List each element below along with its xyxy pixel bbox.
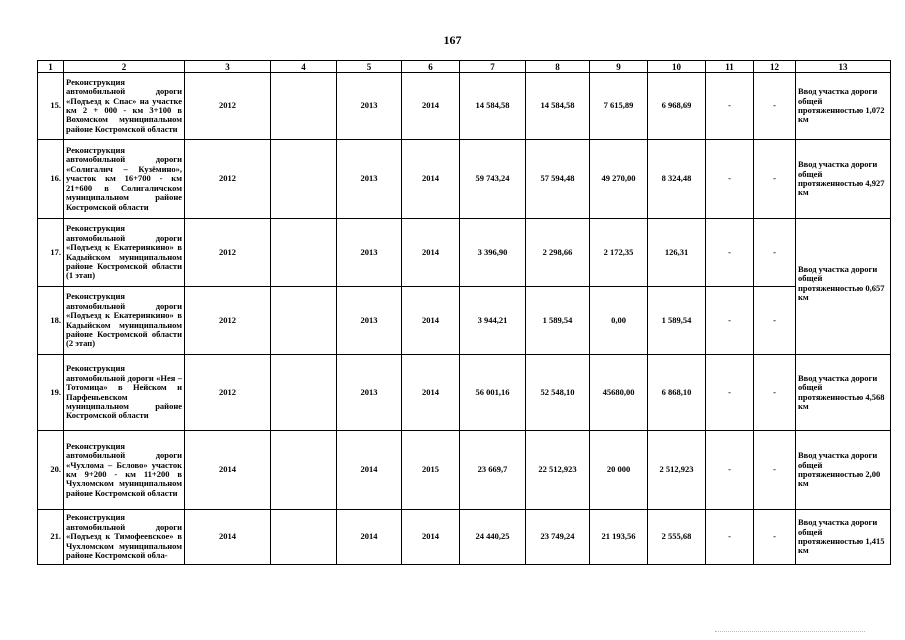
cell-col9: 0,00 (590, 287, 648, 355)
cell-col4 (271, 431, 337, 510)
column-header: 7 (460, 61, 526, 73)
table-row (38, 287, 891, 355)
cell-col8: 52 548,10 (526, 355, 590, 431)
cell-col4 (271, 510, 337, 565)
cell-col7: 3 944,21 (460, 287, 526, 355)
cell-col11: - (706, 287, 754, 355)
column-header: 12 (754, 61, 796, 73)
row-number: 19. (38, 355, 64, 431)
cell-col11: - (706, 73, 754, 140)
cell-col10: 2 512,923 (648, 431, 706, 510)
table-row (38, 140, 891, 219)
cell-col7: 24 440,25 (460, 510, 526, 565)
cell-start-year: 2012 (185, 287, 271, 355)
cell-col6: 2014 (402, 355, 460, 431)
column-header: 8 (526, 61, 590, 73)
data-table (37, 60, 891, 565)
cell-col5: 2013 (337, 355, 402, 431)
cell-col4 (271, 140, 337, 219)
column-header: 11 (706, 61, 754, 73)
cell-col6: 2014 (402, 287, 460, 355)
project-name: Реконструкция автомобильной дороги «Подъезд к Спас» на участке км 2 + 000 - км 3+100 в Вохомском муниципальном районе Костромской области (64, 73, 185, 140)
row-number: 20. (38, 431, 64, 510)
cell-col12: - (754, 431, 796, 510)
cell-col9: 20 000 (590, 431, 648, 510)
cell-start-year: 2014 (185, 431, 271, 510)
note-cell: Ввод участка дороги общей протяженностью 1,415 км (796, 510, 891, 565)
cell-col8: 22 512,923 (526, 431, 590, 510)
row-number: 21. (38, 510, 64, 565)
project-name: Реконструкция автомобильной дороги «Подъезд к Екатеринкино» в Кадыйском муниципальном районе Костромской области (2 этап) (64, 287, 185, 355)
cell-col8: 1 589,54 (526, 287, 590, 355)
cell-col7: 23 669,7 (460, 431, 526, 510)
cell-col12: - (754, 219, 796, 287)
cell-col7: 3 396,90 (460, 219, 526, 287)
cell-col12: - (754, 140, 796, 219)
column-header: 5 (337, 61, 402, 73)
note-spacer (798, 219, 888, 265)
cell-col5: 2014 (337, 431, 402, 510)
page-number: 167 (443, 33, 462, 47)
cell-start-year: 2012 (185, 219, 271, 287)
cell-start-year: 2014 (185, 510, 271, 565)
cell-col11: - (706, 355, 754, 431)
row-number: 18. (38, 287, 64, 355)
note-cell: Ввод участка дороги общей протяженностью 4,568 км (796, 355, 891, 431)
row-number: 16. (38, 140, 64, 219)
cell-col6: 2014 (402, 73, 460, 140)
cell-col10: 8 324,48 (648, 140, 706, 219)
cell-col11: - (706, 140, 754, 219)
cell-col8: 2 298,66 (526, 219, 590, 287)
cell-col4 (271, 73, 337, 140)
table-row (38, 355, 891, 431)
project-name: Реконструкция автомобильной дороги «Нея – Тотомица» в Нейском и Парфеньевском муниципальном районе Костромской области (64, 355, 185, 431)
column-header: 4 (271, 61, 337, 73)
cell-col10: 6 868,10 (648, 355, 706, 431)
cell-col6: 2014 (402, 510, 460, 565)
cell-col8: 57 594,48 (526, 140, 590, 219)
cell-col4 (271, 287, 337, 355)
project-name: Реконструкция автомобильной дороги «Солигалич – Кузёмино», участок км 16+700 - км 21+600 в Солигаличском муниципальном районе Костромской области (64, 140, 185, 219)
project-name: Реконструкция автомобильной дороги «Чухлома – Бслово» участок км 9+200 - км 11+200 в Чухломском муниципальном районе Костромской области (64, 431, 185, 510)
cell-col6: 2014 (402, 140, 460, 219)
cell-col10: 2 555,68 (648, 510, 706, 565)
cell-col11: - (706, 510, 754, 565)
table-row (38, 219, 891, 287)
note-cell: Ввод участка дороги общей протяженностью 1,072 км (796, 73, 891, 140)
column-header: 10 (648, 61, 706, 73)
note-cell (796, 219, 891, 355)
column-header: 2 (64, 61, 185, 73)
row-number: 15. (38, 73, 64, 140)
cell-col9: 45680,00 (590, 355, 648, 431)
project-name: Реконструкция автомобильной дороги «Подъезд к Екатеринкино» в Кадыйском муниципальном районе Костромской области (1 этап) (64, 219, 185, 287)
column-header: 6 (402, 61, 460, 73)
cell-col8: 23 749,24 (526, 510, 590, 565)
project-name: Реконструкция автомобильной дороги «Подъезд к Тимофеевское» в Чухломском муниципальном районе Костромской обла- (64, 510, 185, 565)
cell-col12: - (754, 73, 796, 140)
cell-col12: - (754, 287, 796, 355)
cell-col7: 59 743,24 (460, 140, 526, 219)
column-header: 1 (38, 61, 64, 73)
cell-col4 (271, 355, 337, 431)
row-number: 17. (38, 219, 64, 287)
cell-col12: - (754, 355, 796, 431)
cell-col7: 56 001,16 (460, 355, 526, 431)
cell-start-year: 2012 (185, 140, 271, 219)
note-cell: Ввод участка дороги общей протяженностью 4,927 км (796, 140, 891, 219)
cell-col9: 2 172,35 (590, 219, 648, 287)
cell-col7: 14 584,58 (460, 73, 526, 140)
cell-col11: - (706, 431, 754, 510)
cell-col8: 14 584,58 (526, 73, 590, 140)
table-row (38, 510, 891, 565)
cell-col11: - (706, 219, 754, 287)
table-row (38, 431, 891, 510)
column-header: 9 (590, 61, 648, 73)
cell-col10: 1 589,54 (648, 287, 706, 355)
cell-col12: - (754, 510, 796, 565)
cell-col6: 2015 (402, 431, 460, 510)
cell-col5: 2013 (337, 140, 402, 219)
cell-col4 (271, 219, 337, 287)
cell-col5: 2013 (337, 219, 402, 287)
cell-col5: 2014 (337, 510, 402, 565)
header-row (38, 61, 891, 73)
column-header: 3 (185, 61, 271, 73)
cell-start-year: 2012 (185, 355, 271, 431)
cell-col10: 6 968,69 (648, 73, 706, 140)
cell-col9: 49 270,00 (590, 140, 648, 219)
cell-col9: 21 193,56 (590, 510, 648, 565)
column-header: 13 (796, 61, 891, 73)
scan-artifact (715, 631, 865, 635)
cell-col10: 126,31 (648, 219, 706, 287)
cell-col9: 7 615,89 (590, 73, 648, 140)
cell-col5: 2013 (337, 287, 402, 355)
note-text: Ввод участка дороги общей протяженностью 0,657 км (798, 264, 885, 303)
cell-col5: 2013 (337, 73, 402, 140)
note-cell: Ввод участка дороги общей протяженностью 2,00 км (796, 431, 891, 510)
table-row (38, 73, 891, 140)
cell-start-year: 2012 (185, 73, 271, 140)
cell-col6: 2014 (402, 219, 460, 287)
